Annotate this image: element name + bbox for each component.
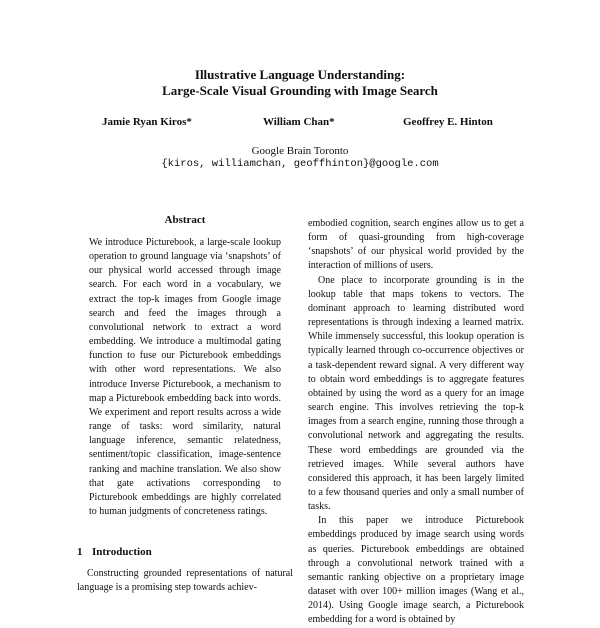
right-paragraph-2: One place to incorporate grounding is in the lookup table that maps tokens to vectors. The dominant approach to learning distributed word representations is through indexing a learned matrix. While immensely successful, this lookup operation is typically learned through co-occurrence objectives or a task-dependent reward signal. A very different way to obtain word embeddings is to aggregate features obtained by using the word as a query for an image search engine. This involves retrieving the top-k images from a search engine, running those through a convolutional network and aggregating the results. These word embeddings are grounded via the retrieved images. While several authors have considered this approach, it has been largely limited to a few thousand queries and only a small number of tasks.: [308, 274, 524, 513]
section-number: 1: [77, 546, 83, 558]
author-3: Geoffrey E. Hinton: [403, 116, 493, 128]
paper-title-line-2: Large-Scale Visual Grounding with Image Search: [162, 83, 438, 98]
section-heading-introduction: [77, 546, 152, 558]
right-paragraph-1: embodied cognition, search engines allow us to get a form of quasi-grounding from high-coverage ‘snapshots’ of our physical world provided by the interaction of millions of users.: [308, 218, 524, 272]
right-column-text: [308, 217, 524, 628]
abstract-heading: Abstract: [164, 214, 206, 226]
author-emails: {kiros, williamchan, geoffhinton}@google.com: [161, 158, 439, 170]
introduction-text: [77, 567, 293, 595]
section-title: Introduction: [92, 546, 152, 558]
paper-title-line-1: Illustrative Language Understanding:: [194, 67, 406, 82]
introduction-paragraph: Constructing grounded representations of natural language is a promising step towards achiev-: [77, 568, 293, 594]
right-paragraph-3: In this paper we introduce Picturebook embeddings produced by image search using words as queries. Picturebook embeddings are obtained through a convolutional network trained with a semantic ranking objective on a proprietary image dataset with over 100+ million images (Wang et al., 2014). Using Google image search, a Picturebook embedding for a word is obtained by: [308, 515, 524, 626]
abstract-paragraph: We introduce Picturebook, a large-scale lookup operation to ground language via ‘snapshots’ of our physical world accessed through image search. For each word in a vocabulary, we extract the top-k images from Google image search and feed the images through a convolutional network to extract a word embedding. We introduce a multimodal gating function to fuse our Picturebook embeddings with other word representations. We also introduce Inverse Picturebook, a mechanism to map a Picturebook embedding back into words. We experiment and report results across a wide range of tasks: word similarity, natural language inference, semantic relatedness, sentiment/topic classification, image-sentence ranking and machine translation. We also show that gate activations corresponding to Picturebook embeddings are highly correlated to human judgments of concreteness ratings.: [89, 237, 281, 517]
abstract-text: [89, 236, 281, 519]
author-2: William Chan*: [263, 116, 335, 128]
author-1: Jamie Ryan Kiros*: [102, 116, 192, 128]
affiliation: Google Brain Toronto: [251, 145, 349, 157]
